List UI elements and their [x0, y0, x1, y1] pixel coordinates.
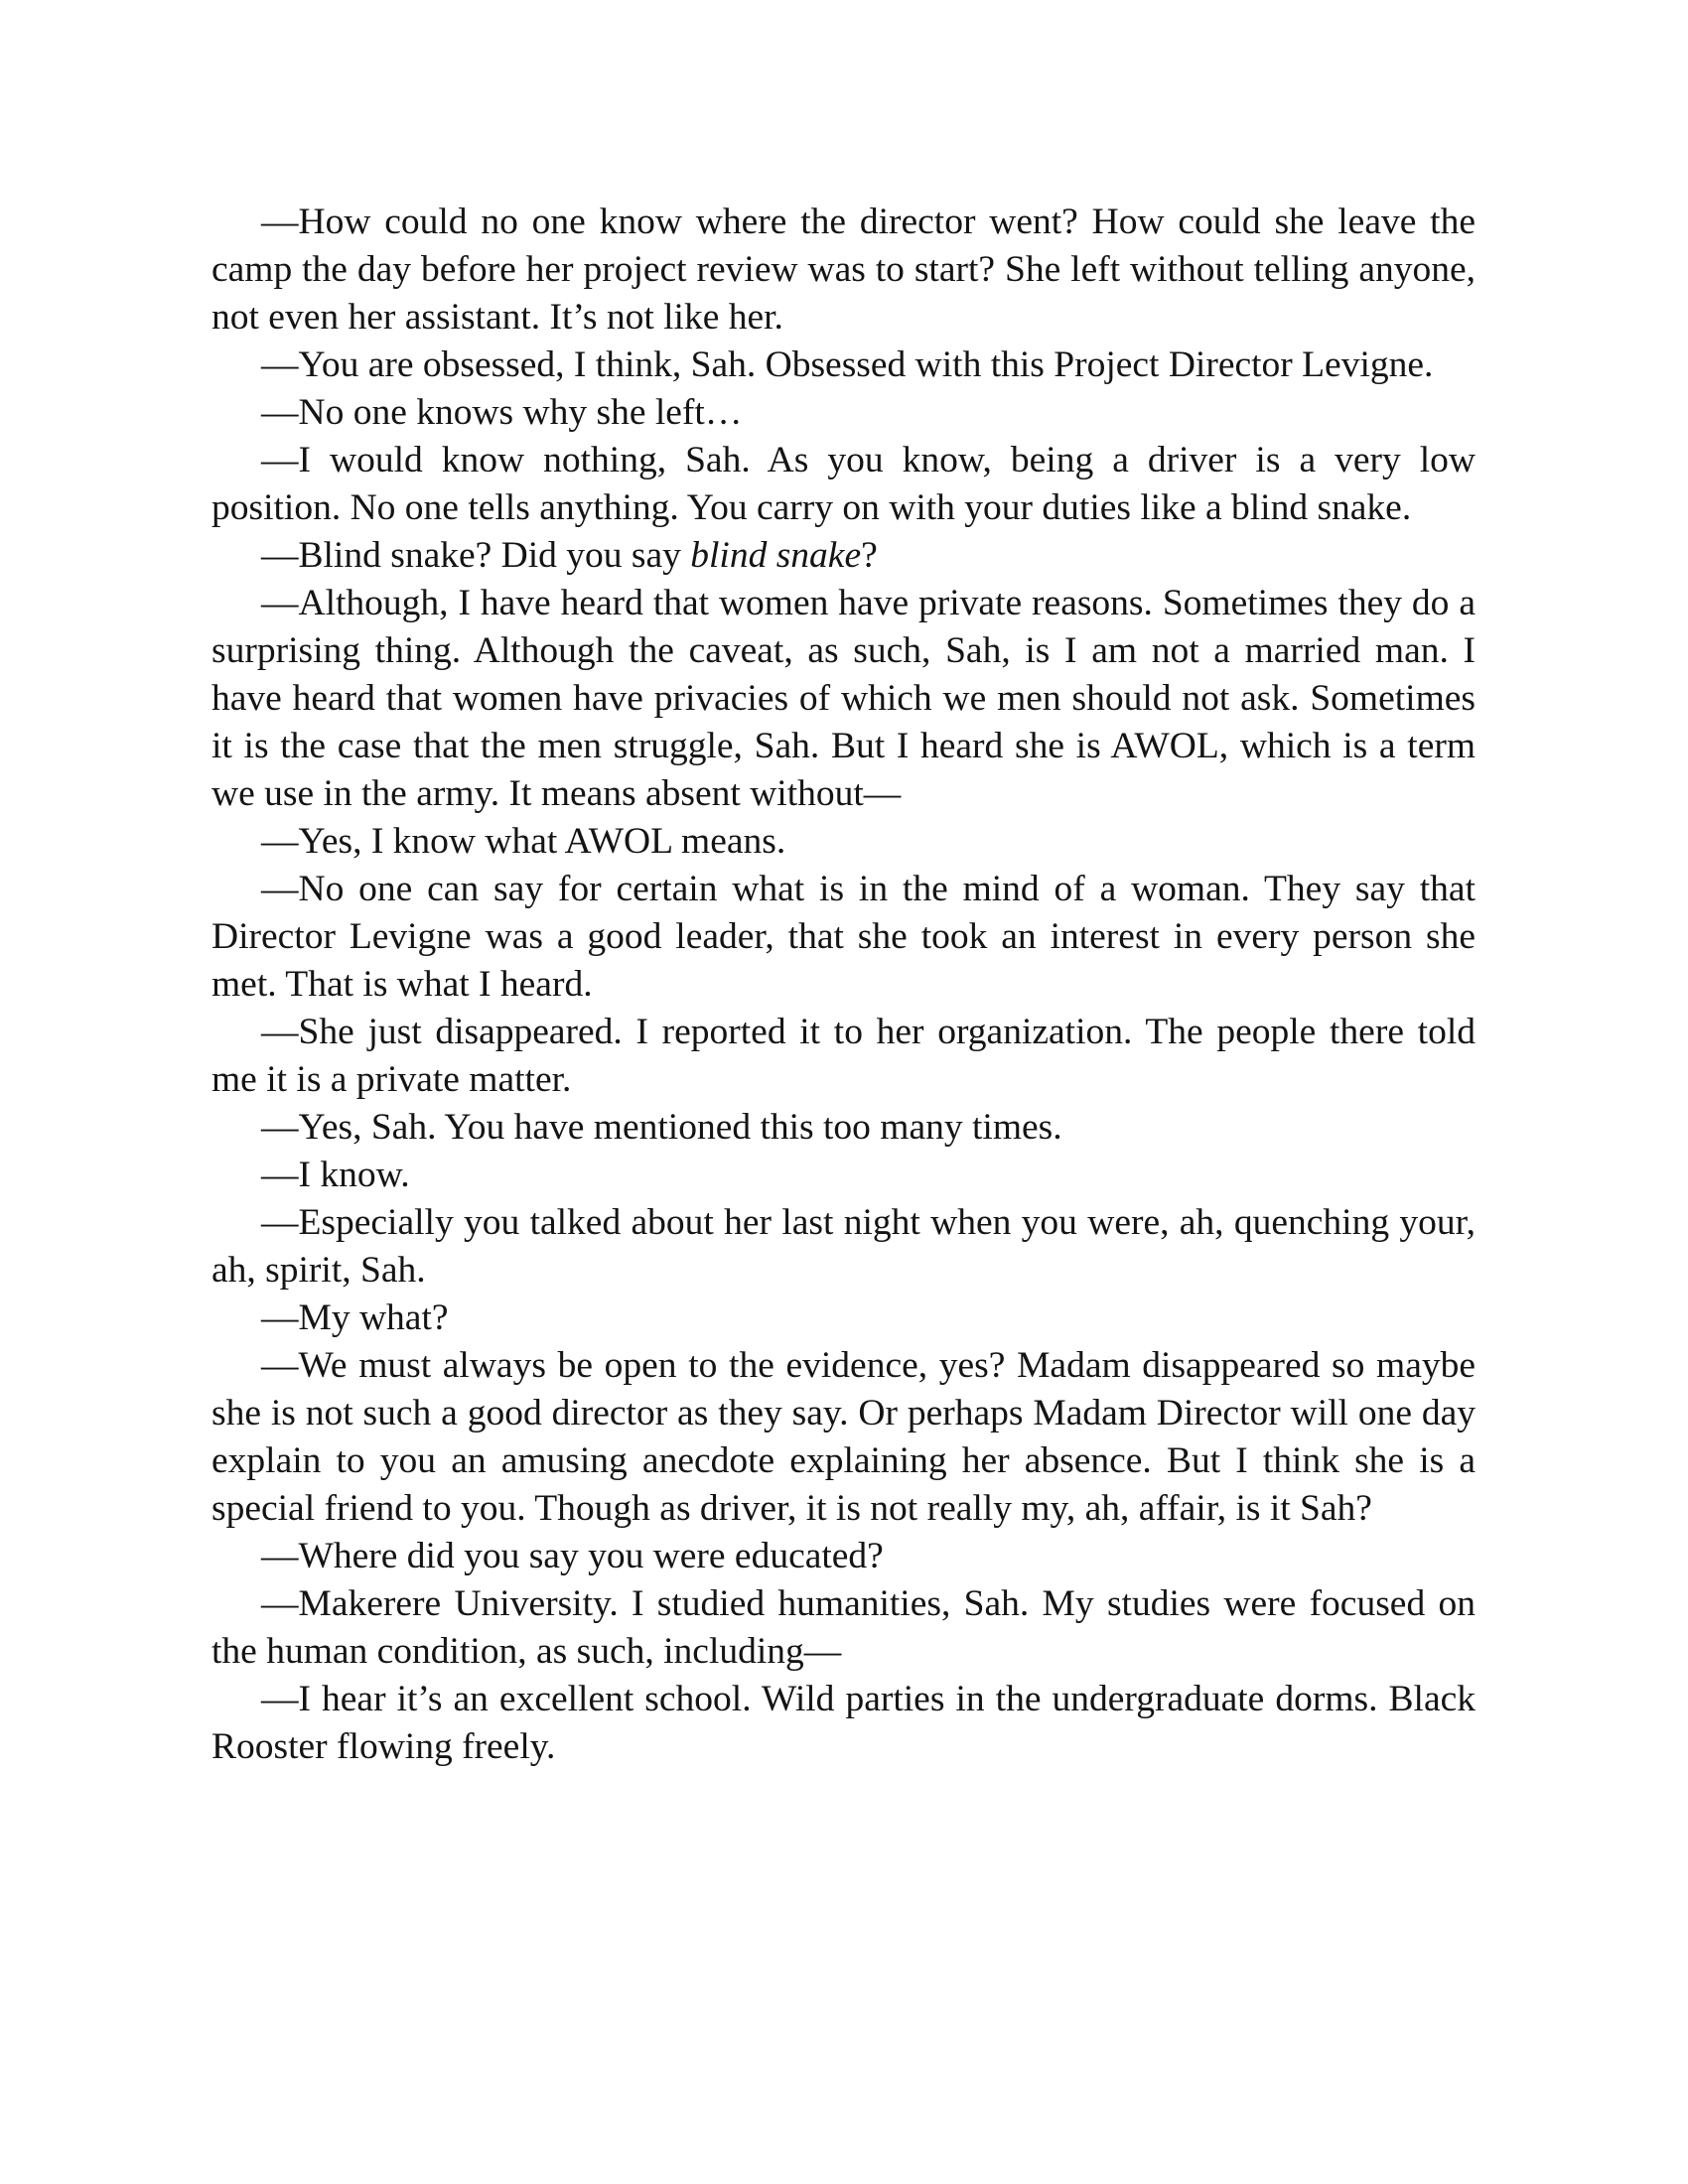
paragraph: —How could no one know where the director went? How could she leave the camp the day before her project review was to start? She left without telling anyone, not even her assistant. It’s not like her. — [211, 202, 1476, 338]
paragraph: —You are obsessed, I think, Sah. Obsessed with this Project Director Levigne. — [261, 344, 1434, 385]
paragraph: —I hear it’s an excellent school. Wild parties in the undergraduate dorms. Black Rooster flowing freely. — [211, 1679, 1476, 1767]
paragraph: —I would know nothing, Sah. As you know, being a driver is a very low position. No one tells anything. You carry on with your duties like a blind snake. — [211, 440, 1476, 528]
paragraph-text: ? — [861, 535, 878, 576]
paragraph: —I know. — [261, 1155, 410, 1195]
paragraph: —Where did you say you were educated? — [261, 1536, 884, 1576]
paragraph: —Yes, I know what AWOL means. — [261, 821, 786, 862]
paragraph: —She just disappeared. I reported it to her organization. The people there told me it is a private matter. — [211, 1012, 1476, 1100]
paragraph: —No one can say for certain what is in the mind of a woman. They say that Director Levigne was a good leader, that she took an interest in every person she met. That is what I heard. — [211, 869, 1476, 1005]
paragraph: —Yes, Sah. You have mentioned this too many times. — [261, 1107, 1062, 1148]
paragraph: —Especially you talked about her last night when you were, ah, quenching your, ah, spirit, Sah. — [211, 1202, 1476, 1291]
paragraph: —Makerere University. I studied humanities, Sah. My studies were focused on the human condition, as such, including— — [211, 1583, 1476, 1672]
paragraph: —No one knows why she left… — [261, 392, 743, 433]
paragraph-blind-snake — [211, 532, 1476, 580]
italic-emphasis: blind snake — [690, 535, 862, 576]
paragraph-text: —Blind snake? Did you say — [261, 535, 691, 576]
paragraph: —We must always be open to the evidence, yes? Madam disappeared so maybe she is not such a good director as they say. Or perhaps Madam Director will one day explain to you an amusing anecdote explaining her absence. But I think she is a special friend to you. Though as driver, it is not really my, ah, affair, is it Sah? — [211, 1345, 1476, 1529]
paragraph: —My what? — [261, 1297, 449, 1338]
paragraph: —Although, I have heard that women have private reasons. Sometimes they do a surprising thing. Although the caveat, as such, Sah, is I am not a married man. I have heard that women have privacies of which we men should not ask. Sometimes it is the case that the men struggle, Sah. But I heard she is AWOL, which is a term we use in the army. It means absent without— — [211, 583, 1476, 814]
document-page — [211, 199, 1476, 1771]
